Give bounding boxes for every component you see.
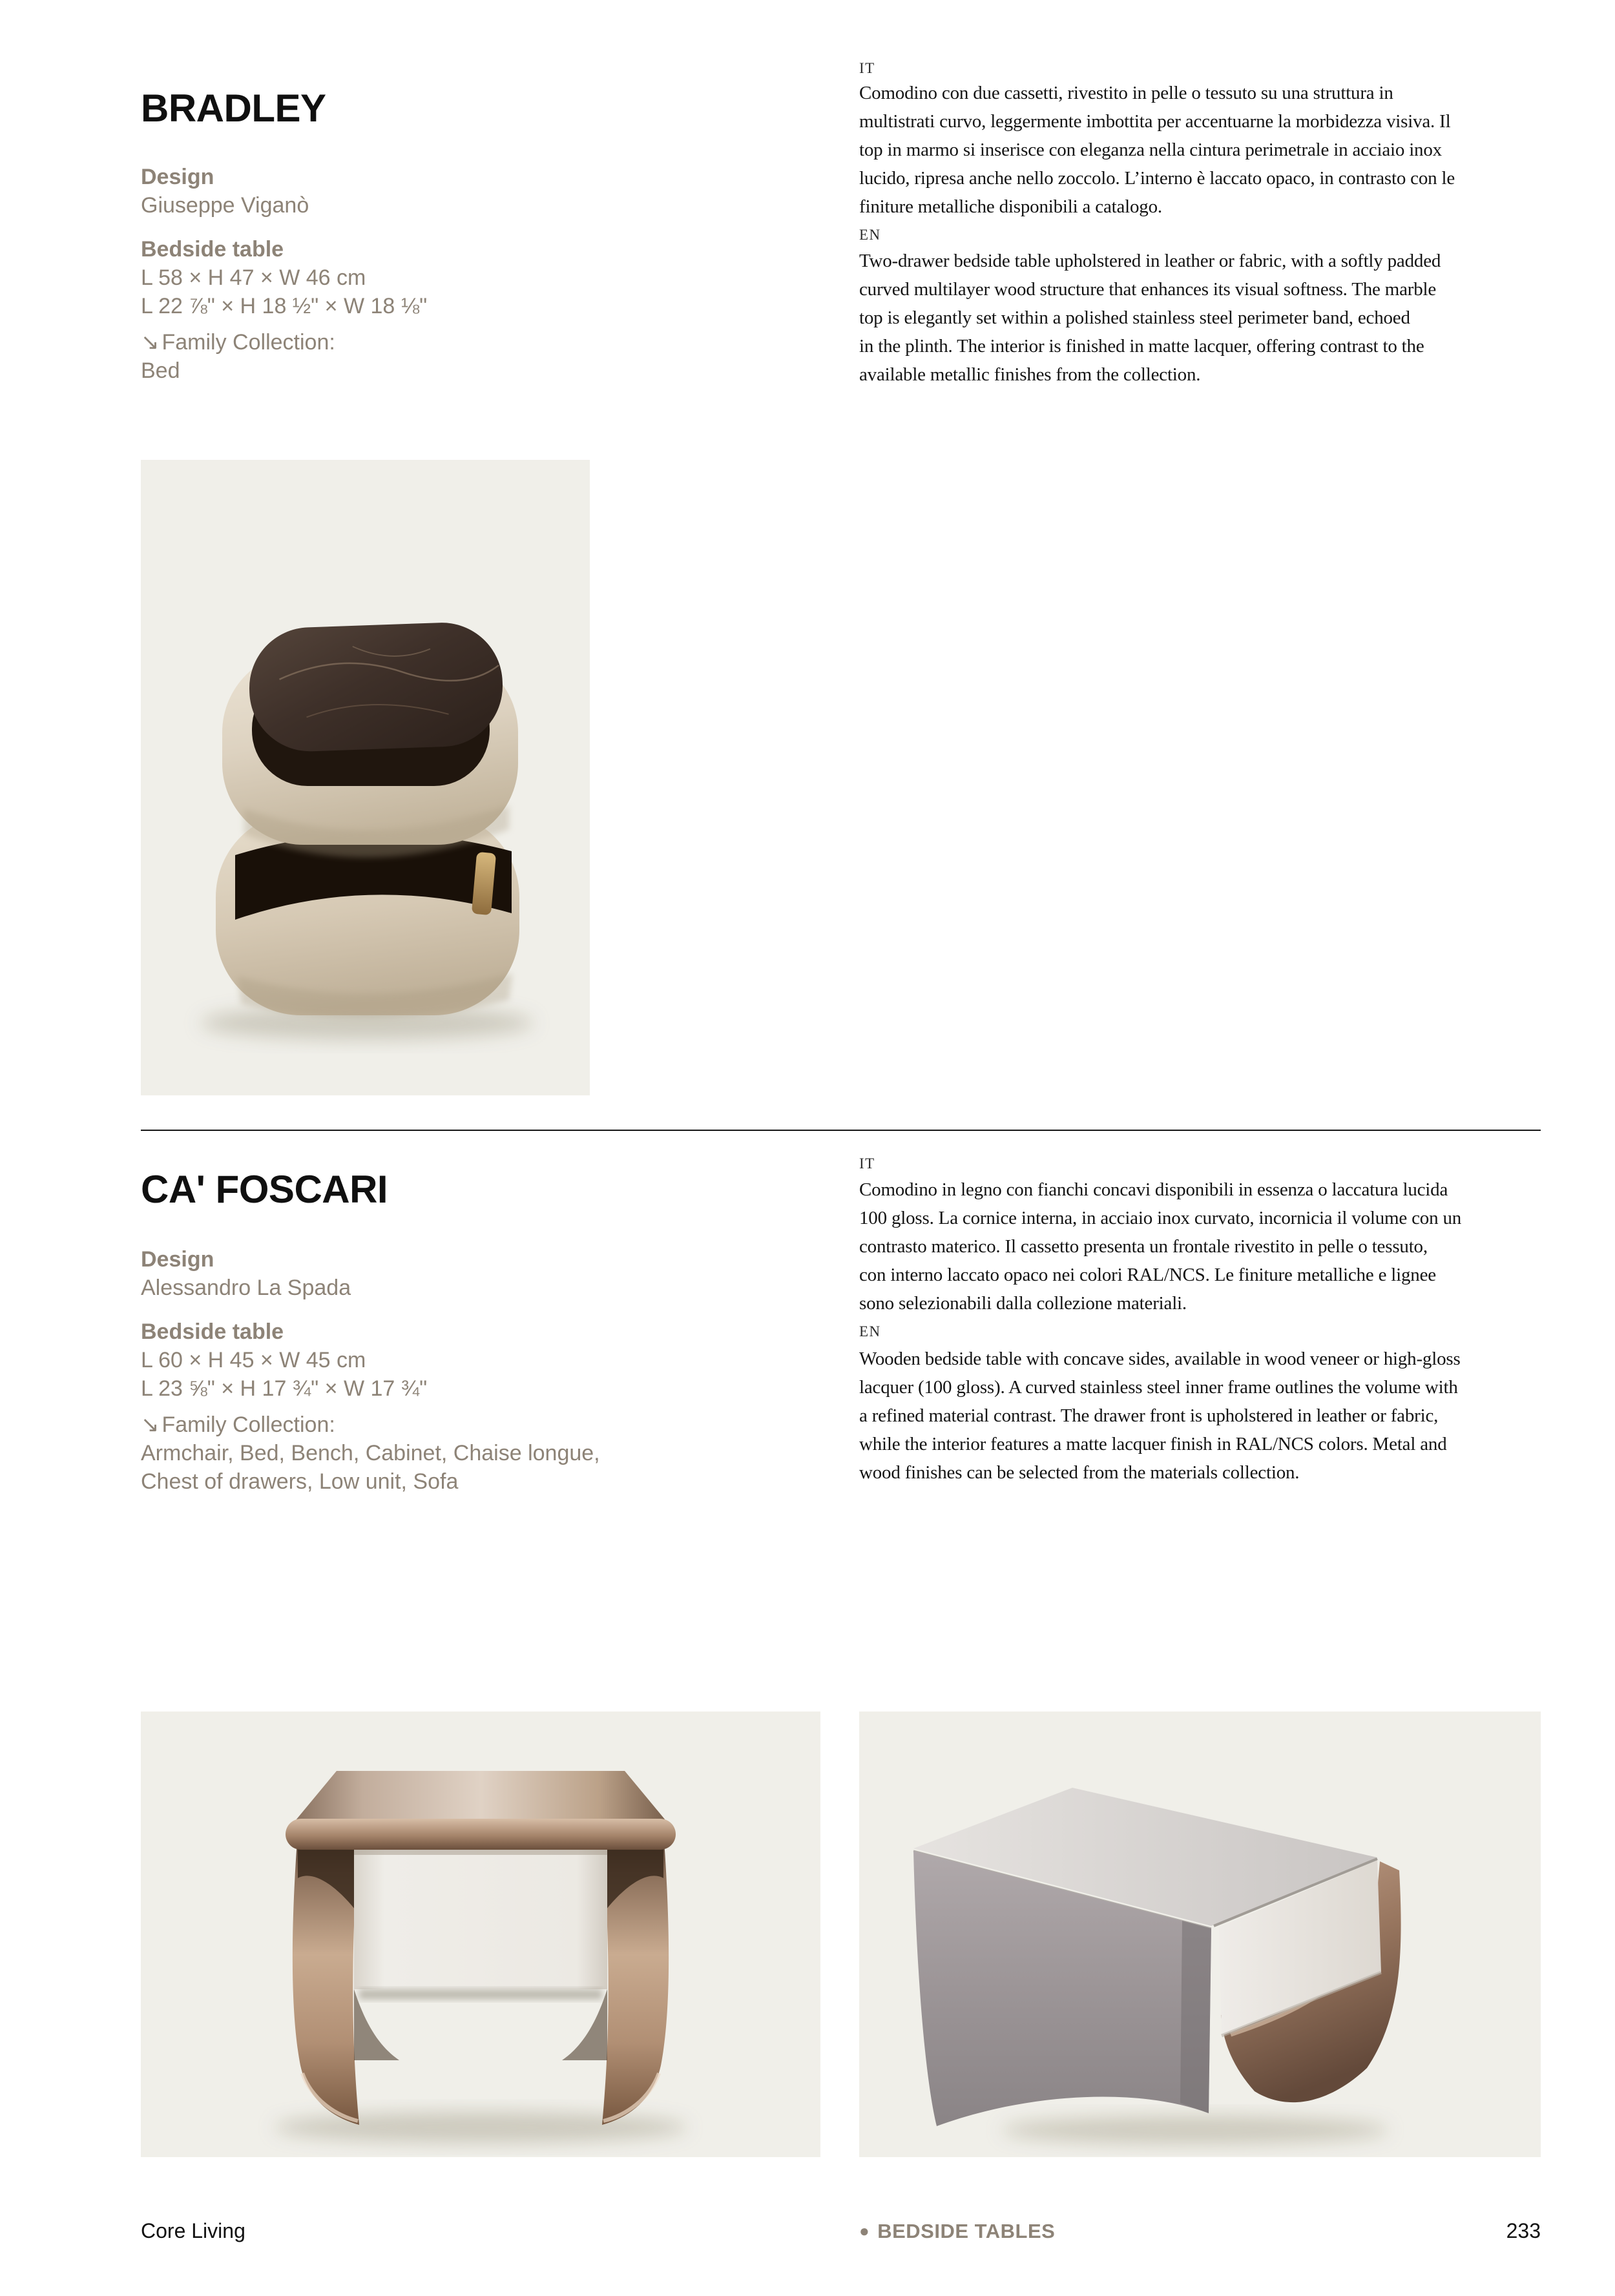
description-it: Comodino in legno con fianchi concavi disponibili in essenza o laccatura lucida 100 gloss. La cornice interna, in acciaio inox curvato, incornicia il volume con un contrasto materico. Il cassetto presenta un frontale rivestito in pelle o tessuto, con interno laccato opaco nei colori RAL/NCS. Le finiture metalliche e lignee sono selezionabili dalla collezione materiali. [859, 1179, 1462, 1314]
design-label: Design [141, 1247, 214, 1272]
language-label-en: EN [859, 227, 881, 243]
dimensions-cm: L 58 × H 47 × W 46 cm [141, 265, 366, 290]
design-label: Design [141, 165, 214, 189]
section-divider [141, 1130, 1541, 1131]
family-collection-label: Family Collection: [162, 330, 335, 355]
description-en: Two-drawer bedside table upholstered in leather or fabric, with a softly padded curved multilayer wood structure that enhances its visual softness. The marble top is elegantly set within a polished stainless steel perimeter band, echoed in the plinth. The interior is finished in matte lacquer, offering contrast to the available metallic finishes from the collection. [859, 251, 1441, 385]
language-label-it: IT [859, 1155, 875, 1172]
dimensions-inches: L 22 ⅞" × H 18 ½" × W 18 ⅛" [141, 294, 428, 318]
family-collection-heading [141, 328, 335, 357]
dimensions-inches: L 23 ⅝" × H 17 ¾" × W 17 ¾" [141, 1376, 428, 1401]
family-collection-block [141, 328, 335, 385]
dimensions-cm: L 60 × H 45 × W 45 cm [141, 1348, 366, 1372]
ca-foscari-front-illustration [141, 1712, 820, 2157]
family-collection-arrow-icon: ↘ [141, 330, 160, 355]
design-block [141, 1245, 351, 1302]
footer-collection-label: Core Living [141, 2219, 245, 2242]
product-type-label: Bedside table [141, 237, 284, 262]
design-block [141, 163, 309, 220]
ca-foscari-side-illustration [859, 1712, 1541, 2157]
ca-foscari-front-photo [141, 1712, 820, 2157]
footer-section-text: BEDSIDE TABLES [877, 2220, 1056, 2242]
family-collection-label: Family Collection: [162, 1412, 335, 1437]
family-collection-items: Bed [141, 358, 180, 383]
product-title-bradley: BRADLEY [141, 87, 326, 130]
language-label-it: IT [859, 60, 875, 76]
designer-name: Alessandro La Spada [141, 1276, 351, 1300]
family-collection-block [141, 1411, 600, 1496]
product-title-ca-foscari: CA' FOSCARI [141, 1168, 388, 1212]
description-it: Comodino con due cassetti, rivestito in pelle o tessuto su una struttura in multistrati curvo, leggermente imbottita per accentuarne la morbidezza visiva. Il top in marmo si inserisce con eleganza nella cintura perimetrale in acciaio inox lucido, ripresa anche nello zoccolo. L’interno è laccato opaco, in contrasto con le finiture metalliche disponibili a catalogo. [859, 83, 1455, 217]
family-collection-arrow-icon: ↘ [141, 1412, 160, 1437]
ca-foscari-side-photo [859, 1712, 1541, 2157]
footer-section-label [859, 2220, 1055, 2243]
dimensions-block [141, 235, 427, 320]
dimensions-block [141, 1318, 427, 1403]
page-number: 233 [1506, 2219, 1541, 2242]
product-type-label: Bedside table [141, 1319, 284, 1344]
section-dot-icon: ● [859, 2221, 870, 2240]
language-label-en: EN [859, 1323, 881, 1339]
family-collection-heading [141, 1411, 600, 1439]
designer-name: Giuseppe Viganò [141, 193, 309, 218]
family-collection-items: Armchair, Bed, Bench, Cabinet, Chaise longue, Chest of drawers, Low unit, Sofa [141, 1441, 600, 1494]
description-en: Wooden bedside table with concave sides, available in wood veneer or high-gloss lacquer (100 gloss). A curved stainless steel inner frame outlines the volume with a refined material contrast. The drawer front is upholstered in leather or fabric, while the interior features a matte lacquer finish in RAL/NCS colors. Metal and wood finishes can be selected from the materials collection. [859, 1349, 1461, 1483]
bradley-product-photo [141, 460, 590, 1095]
bradley-photo-illustration [141, 460, 590, 1095]
